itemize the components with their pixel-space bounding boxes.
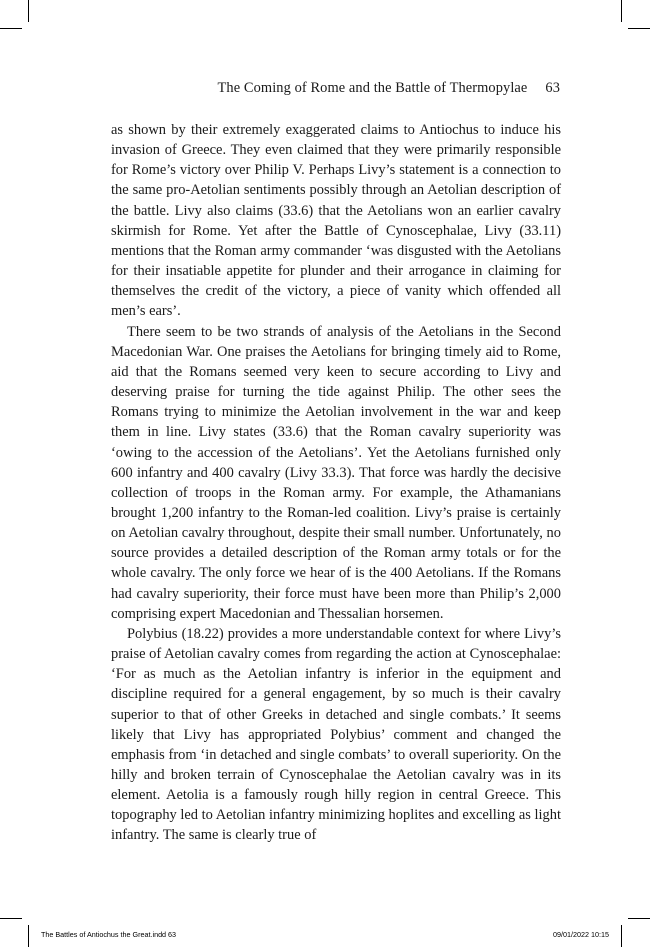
print-slug-timestamp: 09/01/2022 10:15 xyxy=(553,930,609,939)
crop-mark xyxy=(621,0,622,22)
crop-mark xyxy=(0,28,22,29)
running-head-title: The Coming of Rome and the Battle of Thermopylae xyxy=(217,80,528,96)
crop-mark xyxy=(0,918,22,919)
body-text xyxy=(111,120,561,846)
paragraph: Polybius (18.22) provides a more understandable context for where Livy’s praise of Aetolian cavalry comes from regarding the action at Cynoscephalae: ‘For as much as the Aetolian infantry is inferior in the equipment and discipline required for a general engagement, by so much is their cavalry superior to that of other Greeks in detached and single combats.’ It seems likely that Livy has appropriated Polybius’ comment and changed the emphasis from ‘in detached and single combats’ to overall superiority. On the hilly and broken terrain of Cynoscephalae the Aetolian cavalry was in its element. Aetolia is a famously rough hilly region in central Greece. This topography led to Aetolian infantry minimizing hoplites and excelling as light infantry. The same is clearly true of xyxy=(111,625,561,844)
paragraph: There seem to be two strands of analysis of the Aetolians in the Second Macedonian War. One praises the Aetolians for bringing timely aid to Rome, aid that the Romans seemed very keen to secure according to Livy and deserving praise for turning the tide against Philip. The other sees the Romans trying to minimize the Aetolian involvement in the war and keep them in line. Livy states (33.6) that the Roman cavalry superiority was ‘owing to the accession of the Aetolians’. Yet the Aetolians furnished only 600 infantry and 400 cavalry (Livy 33.3). That force was hardly the decisive collection of troops in the Roman army. For example, the Athamanians brought 1,200 infantry to the Roman-led coalition. Livy’s praise is certainly on Aetolian cavalry throughout, despite their small number. Unfortunately, no source provides a detailed description of the Roman army totals or for the whole cavalry. The only force we hear of is the 400 Aetolians. If the Romans had cavalry superiority, their force must have been more than Philip’s 2,000 comprising expert Macedonian and Thessalian horsemen. xyxy=(111,323,561,622)
running-head xyxy=(114,80,560,97)
print-slug-file: The Battles of Antiochus the Great.indd 63 xyxy=(41,930,177,939)
crop-mark xyxy=(621,925,622,947)
crop-mark xyxy=(28,0,29,22)
page-number: 63 xyxy=(545,80,560,96)
crop-mark xyxy=(28,925,29,947)
crop-mark xyxy=(628,918,650,919)
crop-mark xyxy=(628,28,650,29)
paragraph: as shown by their extremely exaggerated claims to Antiochus to induce his invasion of Greece. They even claimed that they were primarily responsible for Rome’s victory over Philip V. Perhaps Livy’s statement is a connection to the same pro-Aetolian sentiments possibly through an Aetolian description of the battle. Livy also claims (33.6) that the Aetolians won an earlier cavalry skirmish for Rome. Yet after the Battle of Cynoscephalae, Livy (33.11) mentions that the Roman army commander ‘was disgusted with the Aetolians for their insatiable appetite for plunder and their arrogance in claiming for themselves the credit of the victory, a piece of vanity which offended all men’s ears’. xyxy=(111,122,561,320)
